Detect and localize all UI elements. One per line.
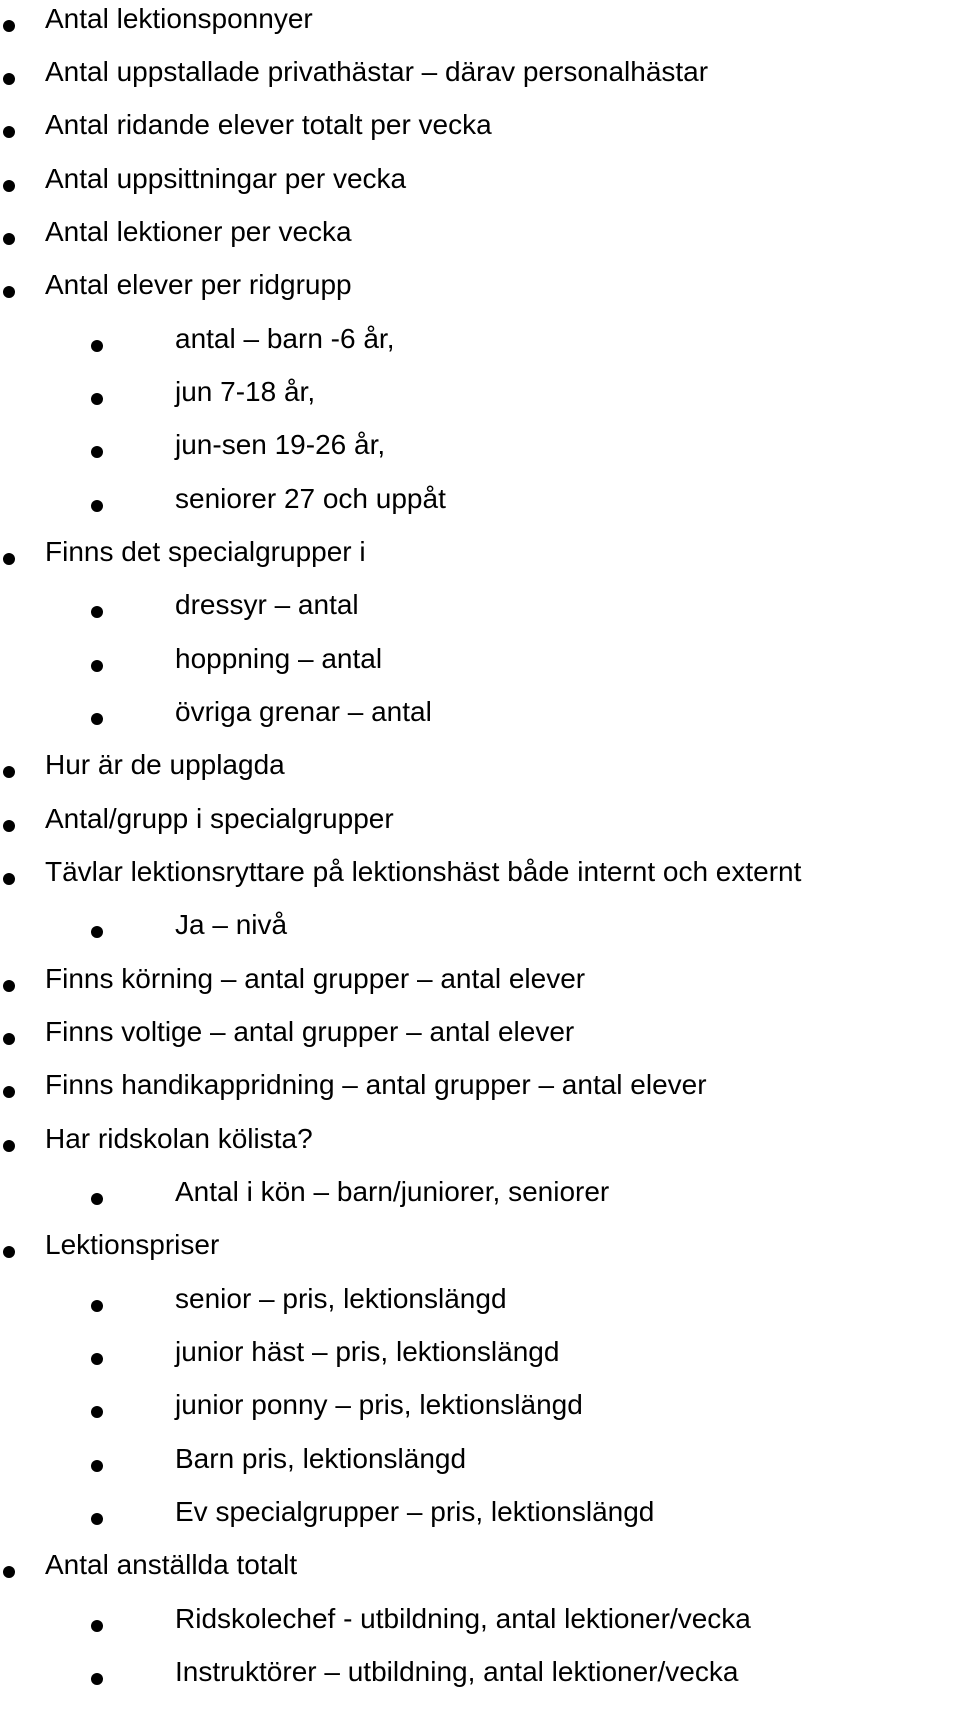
list-item-text: Antal elever per ridgrupp bbox=[45, 269, 352, 300]
list-item-text: jun-sen 19-26 år, bbox=[175, 429, 386, 460]
bullet-icon bbox=[3, 766, 15, 778]
list-item-text: Antal/grupp i specialgrupper bbox=[45, 803, 394, 834]
list-item-text: Antal ridande elever totalt per vecka bbox=[45, 109, 492, 140]
bullet-icon bbox=[91, 926, 103, 938]
list-subitem bbox=[0, 1440, 960, 1488]
list-item-text: dressyr – antal bbox=[175, 589, 359, 620]
bullet-icon bbox=[3, 1086, 15, 1098]
list-subitem bbox=[0, 320, 960, 368]
bullet-icon bbox=[91, 606, 103, 618]
bullet-icon bbox=[91, 1673, 103, 1685]
bullet-icon bbox=[3, 73, 15, 85]
bullet-icon bbox=[3, 553, 15, 565]
list-item-text: Barn pris, lektionslängd bbox=[175, 1443, 467, 1474]
list-subitem bbox=[0, 1333, 960, 1381]
list-item bbox=[0, 1546, 960, 1594]
bullet-icon bbox=[91, 660, 103, 672]
list-subitem bbox=[0, 1280, 960, 1328]
list-subitem bbox=[0, 1493, 960, 1541]
list-item-text: jun 7-18 år, bbox=[175, 376, 316, 407]
list-item bbox=[0, 533, 960, 581]
list-item-text: senior – pris, lektionslängd bbox=[175, 1283, 507, 1314]
list-item bbox=[0, 53, 960, 101]
bullet-icon bbox=[91, 1513, 103, 1525]
list-item-text: Finns körning – antal grupper – antal elever bbox=[45, 963, 586, 994]
list-subitem bbox=[0, 906, 960, 954]
bullet-icon bbox=[91, 1460, 103, 1472]
list-item bbox=[0, 800, 960, 848]
bullet-icon bbox=[91, 1353, 103, 1365]
list-subitem bbox=[0, 640, 960, 688]
bullet-icon bbox=[91, 1300, 103, 1312]
bullet-icon bbox=[91, 446, 103, 458]
list-item-text: Finns det specialgrupper i bbox=[45, 536, 366, 567]
bullet-icon bbox=[3, 1140, 15, 1152]
list-item bbox=[0, 1066, 960, 1114]
bullet-icon bbox=[91, 1406, 103, 1418]
list-item-text: junior häst – pris, lektionslängd bbox=[175, 1336, 560, 1367]
bullet-icon bbox=[3, 286, 15, 298]
bullet-icon bbox=[3, 180, 15, 192]
list-subitem bbox=[0, 480, 960, 528]
list-item bbox=[0, 1120, 960, 1168]
list-subitem bbox=[0, 586, 960, 634]
list-item-text: Ev specialgrupper – pris, lektionslängd bbox=[175, 1496, 655, 1527]
list-item-text: Instruktörer – utbildning, antal lektioner/vecka bbox=[175, 1656, 739, 1687]
list-subitem bbox=[0, 693, 960, 741]
list-subitem bbox=[0, 373, 960, 421]
list-item-text: Antal lektioner per vecka bbox=[45, 216, 352, 247]
bullet-icon bbox=[3, 873, 15, 885]
list-subitem bbox=[0, 426, 960, 474]
list-item bbox=[0, 0, 960, 48]
bullet-icon bbox=[3, 20, 15, 32]
list-item bbox=[0, 266, 960, 314]
list-item-text: Finns handikappridning – antal grupper – antal elever bbox=[45, 1069, 707, 1100]
bullet-icon bbox=[3, 1246, 15, 1258]
list-item bbox=[0, 160, 960, 208]
bullet-icon bbox=[91, 1620, 103, 1632]
list-item bbox=[0, 1226, 960, 1274]
bullet-icon bbox=[91, 500, 103, 512]
bullet-icon bbox=[91, 1193, 103, 1205]
list-item bbox=[0, 213, 960, 261]
bullet-icon bbox=[91, 393, 103, 405]
list-item-text: Lektionspriser bbox=[45, 1229, 220, 1260]
list-item-text: Har ridskolan kölista? bbox=[45, 1123, 313, 1154]
list-item-text: seniorer 27 och uppåt bbox=[175, 483, 446, 514]
list-item-text: antal – barn -6 år, bbox=[175, 323, 395, 354]
list-item-text: Antal lektionsponnyer bbox=[45, 3, 313, 34]
list-item-text: Antal i kön – barn/juniorer, seniorer bbox=[175, 1176, 610, 1207]
bullet-icon bbox=[3, 820, 15, 832]
list-item-text: Finns voltige – antal grupper – antal elever bbox=[45, 1016, 575, 1047]
list-subitem bbox=[0, 1386, 960, 1434]
list-item-text: Antal anställda totalt bbox=[45, 1549, 298, 1580]
bullet-icon bbox=[91, 340, 103, 352]
list-item-text: Ridskolechef - utbildning, antal lektioner/vecka bbox=[175, 1603, 751, 1634]
list-item-text: Antal uppstallade privathästar – därav personalhästar bbox=[45, 56, 709, 87]
bullet-icon bbox=[3, 126, 15, 138]
list-item-text: Ja – nivå bbox=[175, 909, 288, 940]
list-subitem bbox=[0, 1173, 960, 1221]
list-subitem bbox=[0, 1600, 960, 1648]
bullet-icon bbox=[3, 233, 15, 245]
list-item-text: Hur är de upplagda bbox=[45, 749, 285, 780]
list-item bbox=[0, 853, 960, 901]
list-item bbox=[0, 106, 960, 154]
list-item bbox=[0, 746, 960, 794]
list-item-text: junior ponny – pris, lektionslängd bbox=[175, 1389, 583, 1420]
bullet-icon bbox=[3, 980, 15, 992]
bullet-icon bbox=[91, 713, 103, 725]
bullet-icon bbox=[3, 1566, 15, 1578]
list-item-text: övriga grenar – antal bbox=[175, 696, 432, 727]
list-item-text: hoppning – antal bbox=[175, 643, 383, 674]
list-subitem bbox=[0, 1653, 960, 1701]
list-item-text: Antal uppsittningar per vecka bbox=[45, 163, 407, 194]
bullet-icon bbox=[3, 1033, 15, 1045]
list-item bbox=[0, 960, 960, 1008]
list-item bbox=[0, 1013, 960, 1061]
list-item-text: Tävlar lektionsryttare på lektionshäst både internt och externt bbox=[45, 856, 802, 887]
